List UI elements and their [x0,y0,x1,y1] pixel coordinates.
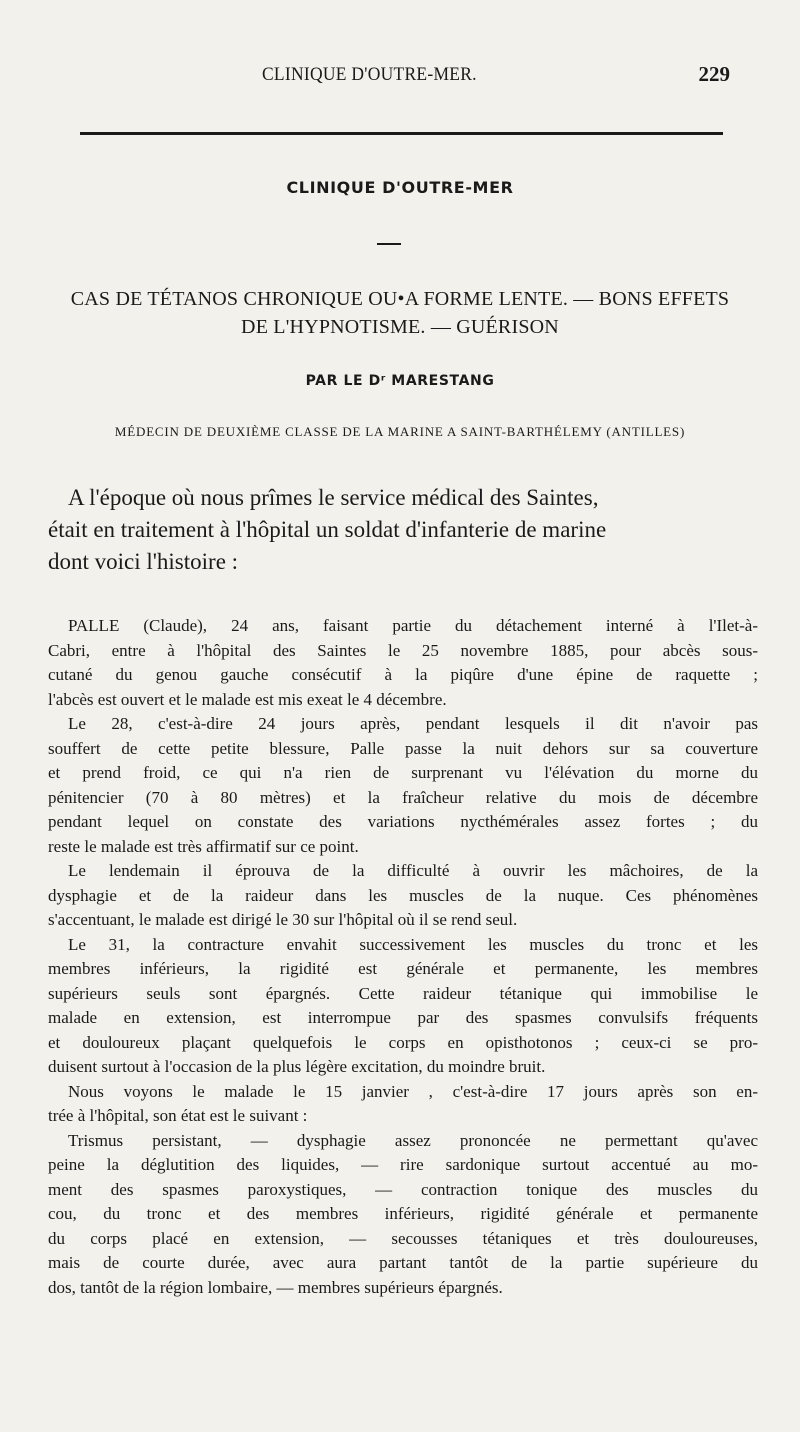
body-line: l'abcès est ouvert et le malade est mis exeat le 4 décembre. [48,689,447,709]
section-divider [377,243,401,245]
body-line: Le 28, c'est-à-dire 24 jours après, pendant lesquels il dit n'avoir pas [68,714,758,733]
case-report-body [48,614,758,1300]
body-line: dos, tantôt de la région lombaire, — membres supérieurs épargnés. [48,1277,503,1297]
article-title-line: DE L'HYPNOTISME. — GUÉRISON [241,316,559,338]
intro-line: dont voici l'histoire : [48,549,239,574]
body-line: Cabri, entre à l'hôpital des Saintes le 25 novembre 1885, pour abcès sous- [48,640,758,660]
body-line: mais de courte durée, avec aura partant tantôt de la partie supérieure du [48,1253,758,1272]
article-title-line: CAS DE TÉTANOS CHRONIQUE OU•A FORME LENTE. — BONS EFFETS [70,288,730,310]
body-line: cutané du genou gauche consécutif à la piqûre d'une épine de raquette ; [48,665,758,684]
intro-line: était en traitement à l'hôpital un soldat d'infanterie de marine [48,517,607,542]
page-number: 229 [698,62,730,86]
running-head [0,62,800,90]
body-line: supérieurs seuls sont épargnés. Cette raideur tétanique qui immobilise le [48,983,758,1003]
body-line: Le 31, la contracture envahit successivement les muscles du tronc et les [68,934,758,954]
body-line: s'accentuant, le malade est dirigé le 30 sur l'hôpital où il se rend seul. [48,910,518,929]
running-title: CLINIQUE D'OUTRE-MER. [262,64,477,85]
body-line: Nous voyons le malade le 15 janvier , c'est-à-dire 17 jours après son en- [68,1081,758,1101]
intro-paragraph [48,482,758,578]
body-line: pénitencier (70 à 80 mètres) et la fraîcheur relative du mois de décembre [48,787,758,807]
body-line: trée à l'hôpital, son état est le suivant : [48,1106,308,1125]
body-line: du corps placé en extension, — secousses tétaniques et très douloureuses, [48,1228,758,1248]
author-affiliation: MÉDECIN DE DEUXIÈME CLASSE DE LA MARINE A SAINT-BARTHÉLEMY (ANTILLES) [114,424,686,439]
article-title [60,285,740,341]
body-line: PALLE (Claude), 24 ans, faisant partie du détachement interné à l'Ilet-à- [68,616,758,635]
body-line: dysphagie et de la raideur dans les muscles de la nuque. Ces phénomènes [48,885,758,905]
body-line: membres inférieurs, la rigidité est générale et permanente, les membres [48,959,758,978]
body-line: souffert de cette petite blessure, Palle passe la nuit dehors sur sa couverture [48,738,758,758]
body-line: reste le malade est très affirmatif sur ce point. [48,836,359,856]
body-line: cou, du tronc et des membres inférieurs, rigidité générale et permanente [48,1204,758,1223]
body-line: peine la déglutition des liquides, — rire sardonique surtout accentué au mo- [48,1155,758,1174]
section-title: CLINIQUE D'OUTRE-MER [286,178,514,197]
body-line: pendant lequel on constate des variations nycthémérales assez fortes ; du [48,812,758,831]
body-line: et douloureux plaçant quelquefois le corps en opisthotonos ; ceux-ci se pro- [48,1032,758,1052]
body-line: duisent surtout à l'occasion de la plus légère excitation, du moindre bruit. [48,1057,546,1076]
body-line: ment des spasmes paroxystiques, — contraction tonique des muscles du [48,1179,758,1199]
body-line: Trismus persistant, — dysphagie assez prononcée ne permettant qu'avec [68,1130,758,1150]
author-byline: PAR LE Dʳ MARESTANG [305,373,495,389]
body-line: et prend froid, ce qui n'a rien de surprenant vu l'élévation du morne du [48,763,758,782]
body-line: malade en extension, est interrompue par des spasmes convulsifs fréquents [48,1008,758,1027]
body-line: Le lendemain il éprouva de la difficulté à ouvrir les mâchoires, de la [68,861,758,880]
intro-line: A l'époque où nous prîmes le service médical des Saintes, [68,485,599,510]
header-rule [80,132,723,135]
